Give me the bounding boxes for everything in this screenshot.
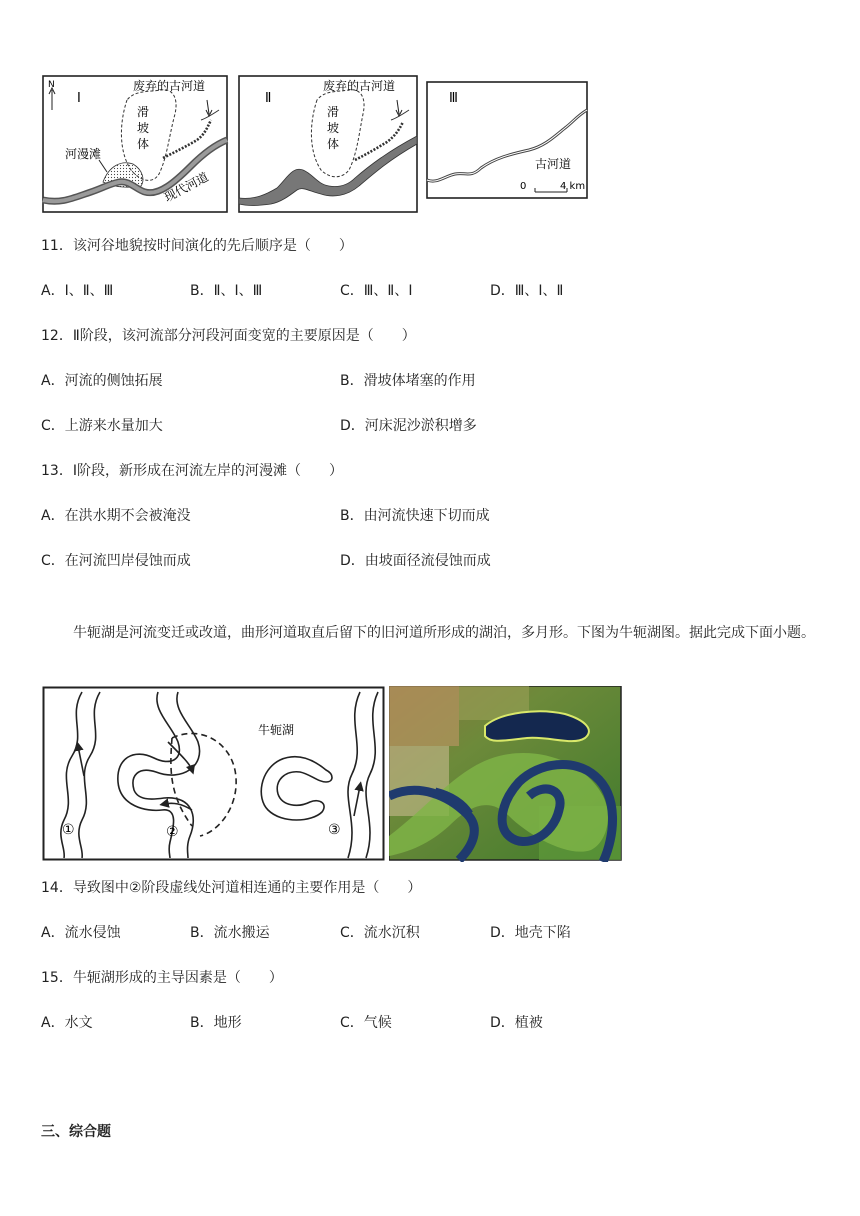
q12-option-c[interactable]: C．上游来水量加大: [41, 418, 163, 434]
q14-option-c[interactable]: C．流水沉积: [340, 925, 420, 941]
q15-option-c[interactable]: C．气候: [340, 1015, 392, 1031]
q15-option-d[interactable]: D．植被: [490, 1015, 543, 1031]
question-14-stem: 14．导致图中②阶段虚线处河道相连通的主要作用是（ ）: [41, 880, 422, 896]
panel-2-roman: Ⅱ: [265, 91, 272, 106]
panel-1-landslide-char-1: 滑: [137, 105, 150, 119]
stage-3-label: ③: [328, 822, 341, 838]
q11-option-d[interactable]: D．Ⅲ、Ⅰ、Ⅱ: [490, 283, 564, 299]
valley-evolution-figure: [41, 74, 591, 216]
q12-option-d[interactable]: D．河床泥沙淤积增多: [340, 418, 477, 434]
ancient-river-label: 古河道: [535, 157, 572, 171]
q14-option-b[interactable]: B．流水搬运: [190, 925, 270, 941]
q15-option-a[interactable]: A．水文: [41, 1015, 93, 1031]
question-15-stem: 15．牛轭湖形成的主导因素是（ ）: [41, 970, 283, 986]
panel-1-roman: Ⅰ: [77, 91, 81, 106]
q11-option-c[interactable]: C．Ⅲ、Ⅱ、Ⅰ: [340, 283, 413, 299]
q13-option-a[interactable]: A．在洪水期不会被淹没: [41, 508, 191, 524]
panel-3-roman: Ⅲ: [449, 91, 458, 106]
panel-1-landslide-char-2: 坡: [137, 121, 150, 135]
stage-2-label: ②: [166, 824, 179, 840]
north-label: N: [48, 80, 55, 90]
oxbow-intro-paragraph: 牛轭湖是河流变迁或改道，曲形河道取直后留下的旧河道所形成的湖泊，多月形。下图为牛轭湖图。据此完成下面小题。: [73, 625, 815, 641]
q14-option-a[interactable]: A．流水侵蚀: [41, 925, 121, 941]
stage-1-label: ①: [62, 822, 75, 838]
panel-1-abandoned-label: 废弃的古河道: [133, 79, 206, 93]
panel-1: [43, 76, 227, 212]
q12-option-a[interactable]: A．河流的侧蚀拓展: [41, 373, 163, 389]
oxbow-aerial-photo: [389, 686, 623, 862]
q11-option-b[interactable]: B．Ⅱ、Ⅰ、Ⅲ: [190, 283, 263, 299]
panel-1-landslide-char-3: 体: [137, 137, 150, 151]
floodplain-label: 河漫滩: [65, 147, 102, 161]
panel-2-abandoned-label: 废弃的古河道: [323, 79, 396, 93]
panel-2: [239, 76, 417, 212]
scale-zero: 0: [520, 181, 527, 192]
section-title: 三、综合题: [41, 1124, 111, 1140]
panel-2-landslide-char-2: 坡: [327, 121, 340, 135]
q14-option-d[interactable]: D．地壳下陷: [490, 925, 571, 941]
modern-river-label: 现代河道: [161, 169, 211, 205]
q13-option-b[interactable]: B．由河流快速下切而成: [340, 508, 490, 524]
question-11-stem: 11．该河谷地貌按时间演化的先后顺序是（ ）: [41, 238, 353, 254]
q13-option-d[interactable]: D．由坡面径流侵蚀而成: [340, 553, 491, 569]
panel-2-landslide-char-1: 滑: [327, 105, 340, 119]
panel-3: [427, 82, 587, 198]
question-12-stem: 12．Ⅱ阶段，该河流部分河段河面变宽的主要原因是（ ）: [41, 328, 416, 344]
q15-option-b[interactable]: B．地形: [190, 1015, 242, 1031]
oxbow-lake-label: 牛轭湖: [258, 723, 295, 737]
scale-km: 4 km: [560, 181, 586, 192]
q13-option-c[interactable]: C．在河流凹岸侵蚀而成: [41, 553, 191, 569]
q12-option-b[interactable]: B．滑坡体堵塞的作用: [340, 373, 476, 389]
oxbow-diagram: [42, 686, 386, 862]
q11-option-a[interactable]: A．Ⅰ、Ⅱ、Ⅲ: [41, 283, 114, 299]
panel-2-landslide-char-3: 体: [327, 137, 340, 151]
question-13-stem: 13．Ⅰ阶段，新形成在河流左岸的河漫滩（ ）: [41, 463, 343, 479]
